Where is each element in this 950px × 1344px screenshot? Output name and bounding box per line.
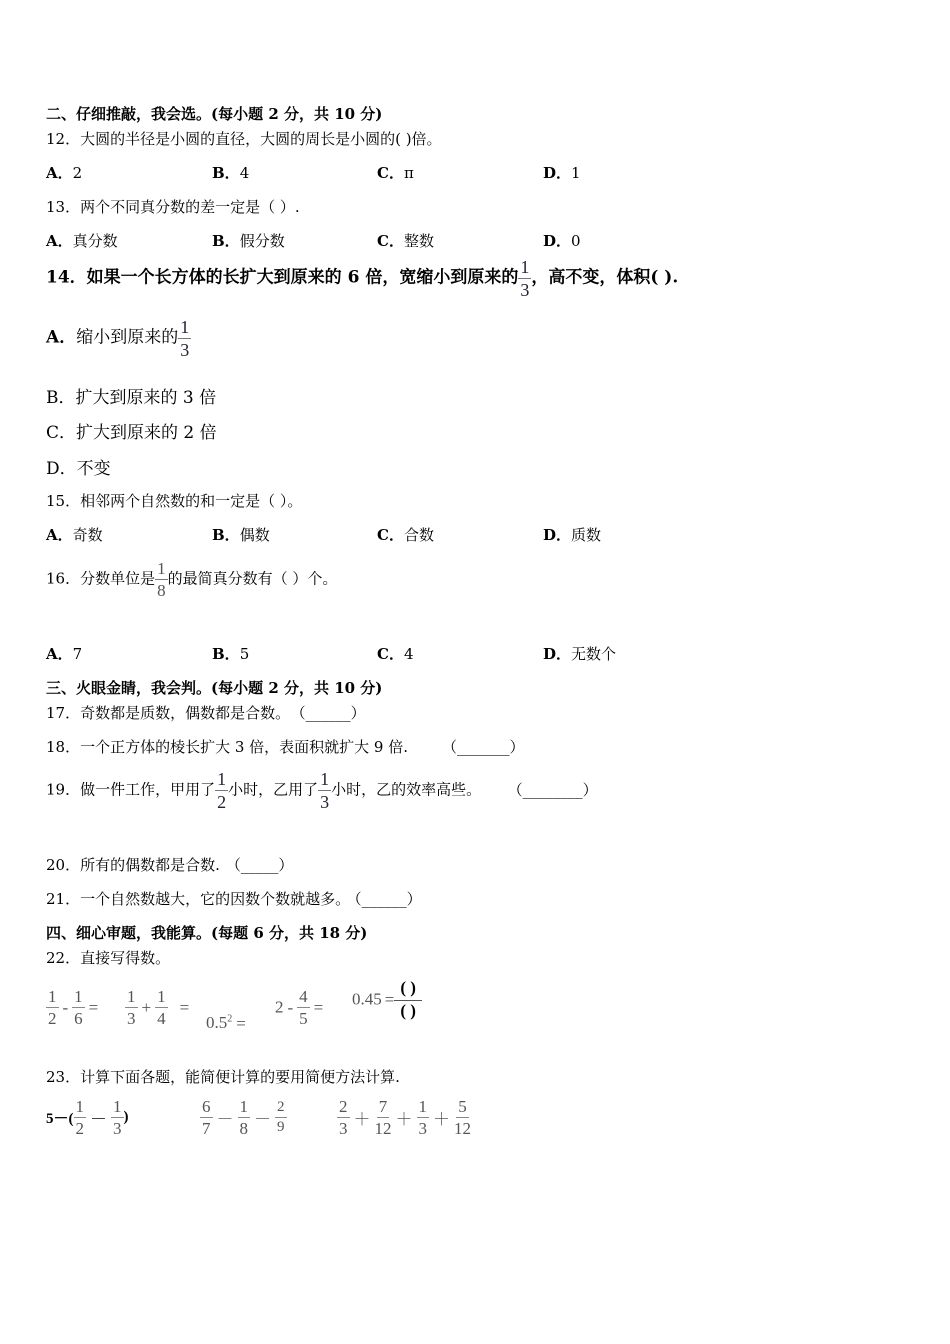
question-17: 17．奇数都是质数，偶数都是合数。 （______） bbox=[46, 704, 366, 722]
q21-answer-blank[interactable]: （______） bbox=[354, 890, 422, 908]
question-20: 20．所有的偶数都是合数. （_____） bbox=[46, 856, 294, 874]
q13-option-b: B．假分数 bbox=[212, 232, 285, 250]
q19-fraction-1: $\frac{1}{2}$ bbox=[217, 769, 227, 812]
question-16: 16．分数单位是 $\frac{1}{8}$ 的最简真分数有（ ）个。 bbox=[46, 559, 338, 600]
question-13: 13．两个不同真分数的差一定是（ ）. bbox=[46, 198, 300, 216]
q22-expression-3: $0.5^2$ = bbox=[206, 1013, 246, 1034]
question-21: 21．一个自然数越大，它的因数个数就越多。 （______） bbox=[46, 890, 422, 908]
q13-option-d: D．0 bbox=[543, 232, 581, 250]
q16-option-d: D．无数个 bbox=[543, 645, 617, 663]
q14-option-b: B．扩大到原来的 3 倍 bbox=[46, 388, 217, 408]
q15-option-b: B．偶数 bbox=[212, 526, 270, 544]
q22-expression-4: 2 - $\frac{4}{5}$ = bbox=[275, 987, 324, 1028]
q14-text-pre: 14．如果一个长方体的长扩大到原来的 6 倍，宽缩小到原来的 bbox=[46, 267, 519, 288]
question-12: 12．大圆的半径是小圆的直径，大圆的周长是小圆的( )倍。 bbox=[46, 130, 442, 148]
question-23: 23．计算下面各题，能简便计算的要用简便方法计算. bbox=[46, 1068, 400, 1086]
q14-option-c: C．扩大到原来的 2 倍 bbox=[46, 423, 217, 443]
q20-answer-blank[interactable]: （_____） bbox=[225, 856, 294, 874]
q22-expression-5: 0.45 = ( ) ( ) bbox=[352, 978, 422, 1021]
q15-option-c: C．合数 bbox=[377, 526, 434, 544]
q19-answer-blank[interactable]: （________） bbox=[515, 780, 598, 799]
question-14 bbox=[46, 258, 678, 299]
q12-option-c: C．π bbox=[377, 164, 414, 182]
q22-expression-2: $\frac{1}{3}$ + $\frac{1}{4}$ = bbox=[127, 987, 190, 1028]
question-15: 15．相邻两个自然数的和一定是（ ）。 bbox=[46, 492, 303, 510]
q15-option-d: D．质数 bbox=[543, 526, 602, 544]
q17-answer-blank[interactable]: （______） bbox=[298, 704, 366, 722]
q16-option-b: B．5 bbox=[212, 645, 250, 663]
q12-option-d: D．1 bbox=[543, 164, 581, 182]
q12-option-b: B．4 bbox=[212, 164, 250, 182]
question-19: 19．做一件工作，甲用了 $\frac{1}{2}$ 小时，乙用了 $\frac{1}{3}$ 小时，乙的效率高些。 （________） bbox=[46, 769, 598, 812]
q14-fraction: $\frac{1}{3}$ bbox=[520, 257, 530, 300]
q14-option-d: D．不变 bbox=[46, 459, 111, 479]
q13-option-c: C．整数 bbox=[377, 232, 434, 250]
q14-option-a: A．缩小到原来的 $\frac{1}{3}$ bbox=[46, 317, 190, 360]
q23-calc-1: 5－( $\frac{1}{2}$ － $\frac{1}{3}$ ) bbox=[46, 1097, 129, 1138]
q23-calc-3: $\frac{2}{3}$ ＋ $\frac{7}{12}$ ＋ $\frac{1}{3}$ ＋ $\frac{5}{12}$ bbox=[339, 1097, 471, 1138]
section-4-title: 四、细心审题，我能算。(每题 6 分，共 18 分) bbox=[46, 924, 368, 942]
q14-option-a-fraction: $\frac{1}{3}$ bbox=[180, 317, 190, 360]
q16-option-c: C．4 bbox=[377, 645, 414, 663]
q22-expression-1: $\frac{1}{2}$ - $\frac{1}{6}$ = bbox=[48, 987, 99, 1028]
question-22: 22．直接写得数。 bbox=[46, 949, 171, 967]
q16-option-a: A．7 bbox=[46, 645, 83, 663]
q13-option-a: A．真分数 bbox=[46, 232, 118, 250]
section-2-title: 二、仔细推敲，我会选。(每小题 2 分，共 10 分) bbox=[46, 105, 383, 123]
q19-fraction-2: $\frac{1}{3}$ bbox=[320, 769, 330, 812]
q18-answer-blank[interactable]: （_______） bbox=[442, 738, 525, 756]
question-18: 18．一个正方体的棱长扩大 3 倍，表面积就扩大 9 倍. （_______） bbox=[46, 738, 525, 756]
section-3-title: 三、火眼金睛，我会判。(每小题 2 分，共 10 分) bbox=[46, 679, 383, 697]
q23-calc-2: $\frac{6}{7}$ － $\frac{1}{8}$ － $\frac{2}{9}$ bbox=[202, 1097, 285, 1138]
q22-answer-fraction-blank[interactable]: ( ) ( ) bbox=[394, 978, 422, 1021]
q12-option-a: A．2 bbox=[46, 164, 83, 182]
q14-text-post: ，高不变，体积( ). bbox=[531, 267, 679, 288]
q15-option-a: A．奇数 bbox=[46, 526, 103, 544]
q16-fraction: $\frac{1}{8}$ bbox=[157, 559, 166, 600]
